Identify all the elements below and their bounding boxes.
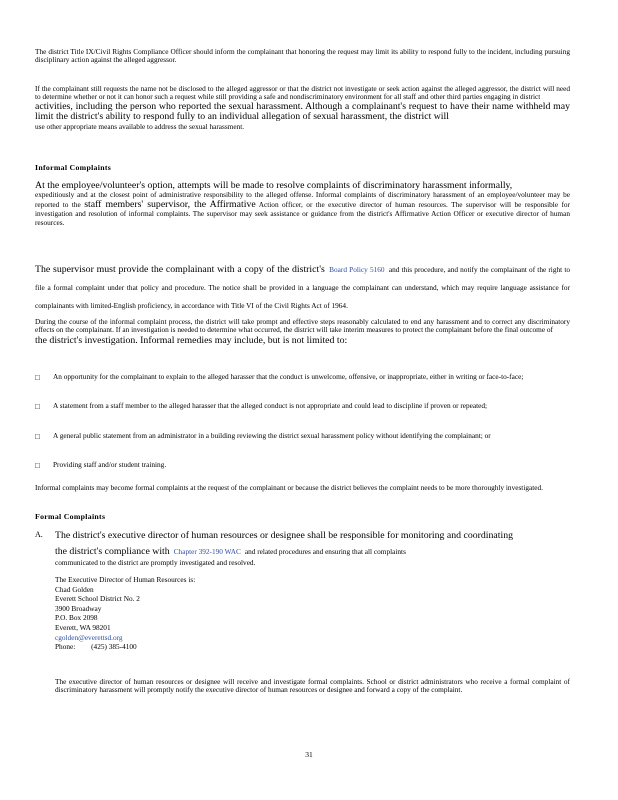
- informal-paragraph-3: [35, 318, 570, 346]
- intro-p2-tail: use other appropriate means available to address the sexual harassment.: [35, 122, 245, 131]
- remedy-bullet-3: [35, 432, 570, 441]
- remedy-bullet-text: A statement from a staff member to the alleged harasser that the alleged conduct is not appropriate and could lead to discipline if proven or repeated;: [53, 401, 488, 410]
- formal-a-small-2: communicated to the district are promptly investigated and resolved.: [55, 558, 256, 567]
- contact-phone-line: [55, 642, 195, 652]
- bullet-box-icon: □: [35, 402, 40, 411]
- bullet-box-icon: □: [35, 373, 40, 382]
- contact-email-link[interactable]: cgolden@everettsd.org: [55, 632, 123, 642]
- intro-paragraph-1: The district Title IX/Civil Rights Compliance Officer should inform the complainant that honoring the request may limit its ability to respond fully to the incident, including pursuing disciplinary action against the alleged aggressor.: [35, 47, 570, 65]
- remedy-bullet-text: Providing staff and/or student training.: [53, 460, 167, 469]
- informal-complaints-heading: Informal Complaints: [35, 163, 112, 172]
- formal-a-small-1: and related procedures and ensuring that all complaints: [244, 547, 406, 556]
- page-number: 31: [305, 750, 313, 759]
- remedy-bullet-4: [35, 461, 570, 470]
- contact-intro: The Executive Director of Human Resources is:: [55, 575, 196, 584]
- informal-paragraph-1: [35, 180, 570, 227]
- contact-org: Everett School District No. 2: [55, 594, 140, 604]
- informal-paragraph-4: Informal complaints may become formal complaints at the request of the complainant or because the district believes the complaint needs to be more thoroughly investigated.: [35, 483, 543, 492]
- remedy-bullet-1: [35, 373, 570, 382]
- informal-p2-small: and this procedure, and notify the complainant of the right to file a formal complaint under that policy and procedure. The notice shall be provided in a language the complainant can understand, which may require language assistance for complainants with limited-English proficiency, in accordance with Title VI of the Civil Rights Act of 1964.: [35, 265, 570, 310]
- informal-p3-big: the district's investigation. Informal remedies may include, but is not limited to:: [35, 334, 348, 346]
- contact-block: [55, 575, 195, 652]
- formal-final-paragraph: The executive director of human resources or designee will receive and investigate formal complaints. School or district administrators who receive a formal complaint of discriminatory harassment will promptly notify the executive director of human resources or designee and forward a copy of the complaint.: [55, 677, 570, 695]
- bullet-box-icon: □: [35, 432, 40, 441]
- remedy-bullet-2: [35, 402, 570, 411]
- informal-paragraph-2: [35, 259, 570, 313]
- formal-a-big-1: The district's executive director of human resources or designee shall be responsible for monitoring and coordinating: [55, 530, 513, 541]
- phone-label: Phone:: [55, 642, 76, 652]
- contact-city: Everett, WA 98201: [55, 622, 111, 632]
- informal-p1-small-a: expeditiously and at the closest point of administrative responsibility to the alleged offense. Informal complaints of discriminatory harassment of an employee/volunteer may be reported to the: [35, 190, 570, 210]
- informal-p3-small: During the course of the informal complaint process, the district will take prompt and effective steps reasonably calculated to end any harassment and to correct any discriminatory effects on the complainant. If an investigation is needed to determine what occurred, the district will take interim measures to protect the complainant before the final outcome of: [35, 317, 570, 335]
- intro-paragraph-2: [35, 85, 570, 131]
- remedy-bullet-text: An opportunity for the complainant to explain to the alleged harasser that the conduct is unwelcome, offensive, or inappropriate, either in writing or face-to-face;: [53, 372, 524, 381]
- formal-item-a: [35, 530, 570, 567]
- informal-p1-small-b: Action officer, or the executive director of human resources. The supervisor will be responsible for investigation and resolution of informal complaints. The supervisor may seek assistance or guidance from the district's Affirmative Action Officer or executive director of human resources.: [35, 200, 570, 227]
- formal-a-big-2: the district's compliance with: [55, 546, 170, 557]
- phone-number: (425) 385-4100: [91, 642, 137, 652]
- formal-complaints-heading: Formal Complaints: [35, 512, 106, 521]
- informal-p1-mid: staff members' supervisor, the Affirmative: [84, 199, 256, 211]
- contact-po-box: P.O. Box 2098: [55, 613, 98, 623]
- wac-chapter-link[interactable]: Chapter 392-190 WAC: [173, 547, 241, 556]
- remedy-bullet-text: A general public statement from an administrator in a building reviewing the district sexual harassment policy without identifying the complainant; or: [53, 431, 491, 440]
- contact-name: Chad Golden: [55, 584, 94, 594]
- informal-p2-lead: The supervisor must provide the complainant with a copy of the district's: [35, 264, 325, 275]
- contact-street: 3900 Broadway: [55, 603, 102, 613]
- informal-p1-lead: At the employee/volunteer's option, attempts will be made to resolve complaints of discriminatory harassment informally,: [35, 180, 513, 191]
- intro-p2-big: activities, including the person who reported the sexual harassment. Although a complainant's request to have their name withheld may limit the district's ability to respond fully to an individual allegation of sexual harassment, the district will: [35, 100, 570, 123]
- item-letter: A.: [35, 530, 43, 539]
- board-policy-link[interactable]: Board Policy 5160: [329, 265, 385, 274]
- intro-p2-small: If the complainant still requests the name not be disclosed to the alleged aggressor or that the district not investigate or seek action against the alleged aggressor, the district will need to determine whether or not it can honor such a request while still providing a safe and nondiscriminatory environment for all staff and other third parties engaging in district: [35, 84, 570, 102]
- bullet-box-icon: □: [35, 461, 40, 470]
